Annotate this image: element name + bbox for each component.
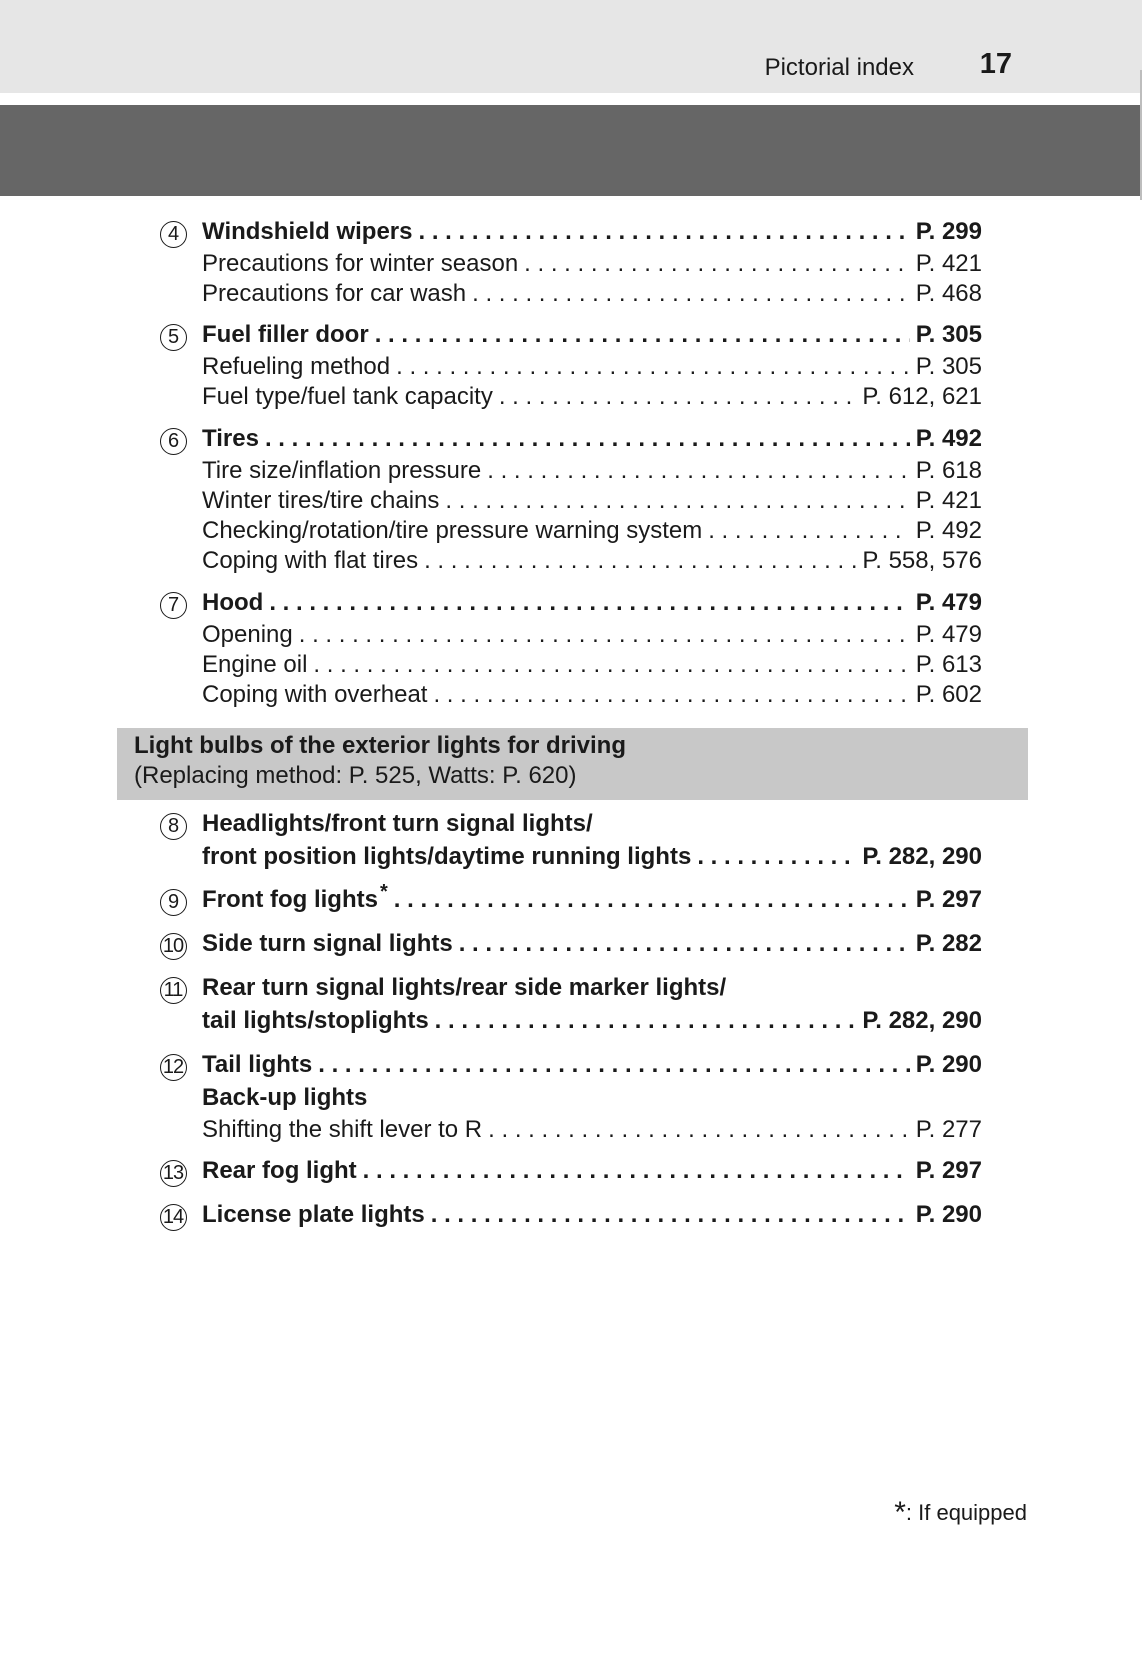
subentry-label: Precautions for car wash	[202, 280, 467, 307]
item-number-14: 14	[158, 1202, 188, 1232]
leader-dots	[269, 589, 909, 617]
index-entry-license-plate-lights[interactable]	[158, 1201, 982, 1231]
leader-dots	[394, 886, 910, 914]
item-number-6: 6	[158, 426, 188, 456]
page-ref: P. 282	[915, 930, 982, 957]
leader-dots	[445, 487, 909, 515]
page-ref: P. 282, 290	[862, 843, 982, 870]
item-number-11: 11	[158, 975, 188, 1005]
index-subentry[interactable]	[158, 487, 982, 517]
page-number: 17	[979, 48, 1012, 80]
entry-title-line2: front position lights/daytime running lights	[202, 843, 692, 870]
item-number-10: 10	[158, 931, 188, 961]
leader-dots	[487, 457, 909, 485]
subentry-label: Coping with overheat	[202, 681, 428, 708]
page-ref: P. 618	[915, 457, 982, 484]
entry-title-line1: Rear turn signal lights/rear side marker lights/	[202, 974, 727, 1001]
item-number-9: 9	[158, 887, 188, 917]
page-ref: P. 290	[915, 1201, 982, 1228]
page-ref: P. 479	[915, 589, 982, 616]
page-ref: P. 299	[915, 218, 982, 245]
index-entry-headlights[interactable]	[158, 810, 982, 840]
leader-dots	[488, 1116, 910, 1144]
subentry-label: Checking/rotation/tire pressure warning system	[202, 517, 703, 544]
index-entry-hood[interactable]	[158, 589, 982, 619]
leader-dots	[313, 651, 909, 679]
item-number-13: 13	[158, 1158, 188, 1188]
entry-title: Tires	[202, 425, 259, 452]
footnote	[894, 1496, 1027, 1530]
index-entry-rear-turn-signal-lights[interactable]	[158, 974, 982, 1004]
leader-dots	[265, 425, 910, 453]
entry-title: Back-up lights	[202, 1084, 368, 1111]
footnote-text: : If equipped	[905, 1500, 1027, 1525]
index-entry-tires[interactable]	[158, 425, 982, 455]
page-ref: P. 479	[915, 621, 982, 648]
light-bulbs-subtitle: (Replacing method: P. 525, Watts: P. 620)	[134, 762, 577, 789]
index-subentry[interactable]	[158, 621, 982, 651]
page-ref: P. 282, 290	[862, 1007, 982, 1034]
leader-dots	[299, 621, 910, 649]
if-equipped-asterisk: *	[379, 881, 388, 903]
index-entry-tail-lights[interactable]	[158, 1051, 982, 1081]
index-entry-back-up-lights[interactable]	[158, 1084, 982, 1114]
page-ref: P. 297	[915, 886, 982, 913]
index-entry-front-fog-lights[interactable]	[158, 881, 982, 916]
subentry-label: Coping with flat tires	[202, 547, 419, 574]
leader-dots	[396, 353, 910, 381]
page-ref: P. 421	[915, 487, 982, 514]
item-number-7: 7	[158, 590, 188, 620]
entry-title: Tail lights	[202, 1051, 313, 1078]
index-subentry[interactable]	[158, 383, 982, 413]
page-ref: P. 492	[915, 517, 982, 544]
index-entry-rear-fog-light[interactable]	[158, 1157, 982, 1187]
subentry-label: Winter tires/tire chains	[202, 487, 440, 514]
entry-title: Side turn signal lights	[202, 930, 453, 957]
leader-dots	[524, 250, 910, 278]
page-ref: P. 277	[915, 1116, 982, 1143]
subentry-label: Refueling method	[202, 353, 391, 380]
page-ref: P. 290	[915, 1051, 982, 1078]
entry-title-text: Front fog lights	[202, 886, 378, 913]
leader-dots	[363, 1157, 910, 1185]
asterisk-symbol: *	[894, 1496, 906, 1529]
index-subentry[interactable]	[158, 280, 982, 310]
page-ref: P. 421	[915, 250, 982, 277]
item-number-8: 8	[158, 811, 188, 841]
index-subentry[interactable]	[158, 457, 982, 487]
header-dark-bar	[0, 105, 1142, 196]
leader-dots	[375, 321, 910, 349]
subentry-label: Precautions for winter season	[202, 250, 519, 277]
page-ref: P. 613	[915, 651, 982, 678]
page-ref: P. 612, 621	[862, 383, 982, 410]
page-ref: P. 305	[915, 321, 982, 348]
entry-title: Hood	[202, 589, 264, 616]
entry-title: License plate lights	[202, 1201, 425, 1228]
section-title: Pictorial index	[764, 54, 914, 81]
leader-dots	[433, 681, 909, 709]
subentry-label: Fuel type/fuel tank capacity	[202, 383, 493, 410]
index-subentry[interactable]	[158, 681, 982, 711]
index-entry-fuel-filler-door[interactable]	[158, 321, 982, 351]
leader-dots	[499, 383, 857, 411]
light-bulbs-title: Light bulbs of the exterior lights for driving	[134, 732, 626, 759]
page-ref: P. 558, 576	[862, 547, 982, 574]
index-subentry[interactable]	[158, 1116, 982, 1146]
leader-dots	[459, 930, 910, 958]
item-number-5: 5	[158, 322, 188, 352]
index-subentry[interactable]	[158, 547, 982, 577]
page-ref: P. 297	[915, 1157, 982, 1184]
leader-dots	[431, 1201, 910, 1229]
leader-dots	[435, 1007, 857, 1035]
leader-dots	[708, 517, 909, 545]
subentry-label: Shifting the shift lever to R	[202, 1116, 483, 1143]
index-entry-side-turn-signal-lights[interactable]	[158, 930, 982, 960]
light-bulbs-heading-box	[117, 728, 1028, 800]
leader-dots	[424, 547, 856, 575]
subentry-label: Tire size/inflation pressure	[202, 457, 482, 484]
index-entry-headlights-cont[interactable]	[158, 843, 982, 873]
leader-dots	[318, 1051, 909, 1079]
page-ref: P. 602	[915, 681, 982, 708]
item-number-12: 12	[158, 1052, 188, 1082]
index-subentry[interactable]	[158, 651, 982, 681]
leader-dots	[418, 218, 909, 246]
entry-title-line1: Headlights/front turn signal lights/	[202, 810, 593, 837]
entry-title: Windshield wipers	[202, 218, 413, 245]
index-entry-windshield-wipers[interactable]	[158, 218, 982, 248]
page-ref: P. 468	[915, 280, 982, 307]
page-ref: P. 492	[915, 425, 982, 452]
subentry-label: Engine oil	[202, 651, 308, 678]
leader-dots	[697, 843, 856, 871]
header-band	[0, 0, 1142, 93]
leader-dots	[472, 280, 910, 308]
index-subentry[interactable]	[158, 250, 982, 280]
index-subentry[interactable]	[158, 353, 982, 383]
index-subentry[interactable]	[158, 517, 982, 547]
entry-title	[202, 881, 388, 914]
entry-title-line2: tail lights/stoplights	[202, 1007, 429, 1034]
item-number-4: 4	[158, 219, 188, 249]
entry-title: Rear fog light	[202, 1157, 357, 1184]
entry-title: Fuel filler door	[202, 321, 369, 348]
page-ref: P. 305	[915, 353, 982, 380]
index-entry-rear-turn-signal-lights-cont[interactable]	[158, 1007, 982, 1037]
subentry-label: Opening	[202, 621, 293, 648]
